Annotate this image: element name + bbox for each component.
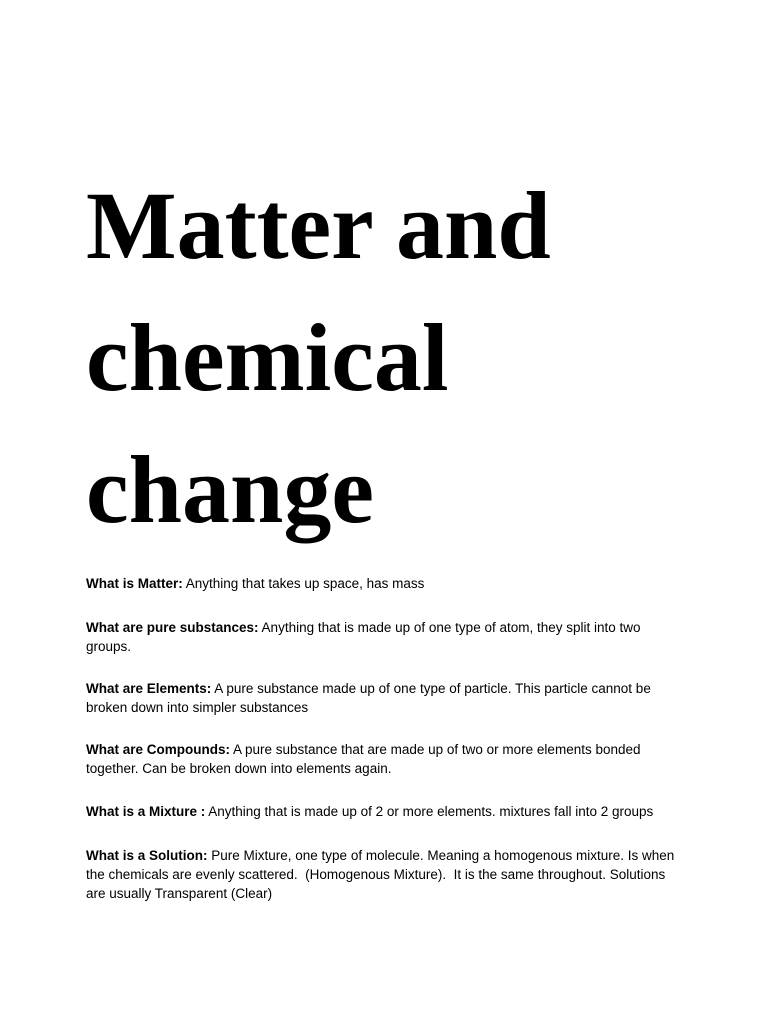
definition-pure-substances <box>86 618 686 656</box>
definition-term: What are pure substances: <box>86 620 259 635</box>
definition-text: Anything that is made up of 2 or more elements. mixtures fall into 2 groups <box>205 804 654 819</box>
definition-text: Anything that is made up of one type of atom, they split into two groups. <box>86 620 645 654</box>
document-title <box>86 160 746 556</box>
definition-term: What is a Solution: <box>86 848 208 863</box>
definition-elements <box>86 679 686 717</box>
definition-term: What are Compounds: <box>86 742 230 757</box>
title-line-3: change <box>86 436 374 543</box>
definition-mixture <box>86 802 686 821</box>
definition-term: What are Elements: <box>86 681 212 696</box>
definition-text: Anything that takes up space, has mass <box>182 576 425 591</box>
definition-term: What is Matter: <box>86 576 183 591</box>
definition-matter <box>86 574 686 593</box>
definition-text: Pure Mixture, one type of molecule. Meaning a homogenous mixture. Is when the chemicals are evenly scattered. (Homogenous Mixture). It is the same throughout. Solutions are usually Transparent (Clear) <box>86 848 679 901</box>
definition-solution <box>86 846 686 903</box>
title-line-1: Matter and <box>86 172 551 279</box>
definition-compounds <box>86 740 686 778</box>
definition-text: A pure substance made up of one type of particle. This particle cannot be broken down into simpler substances <box>86 681 655 715</box>
definition-text: A pure substance that are made up of two or more elements bonded together. Can be broken down into elements again. <box>86 742 645 776</box>
title-line-2: chemical <box>86 304 449 411</box>
definition-term: What is a Mixture : <box>86 804 206 819</box>
